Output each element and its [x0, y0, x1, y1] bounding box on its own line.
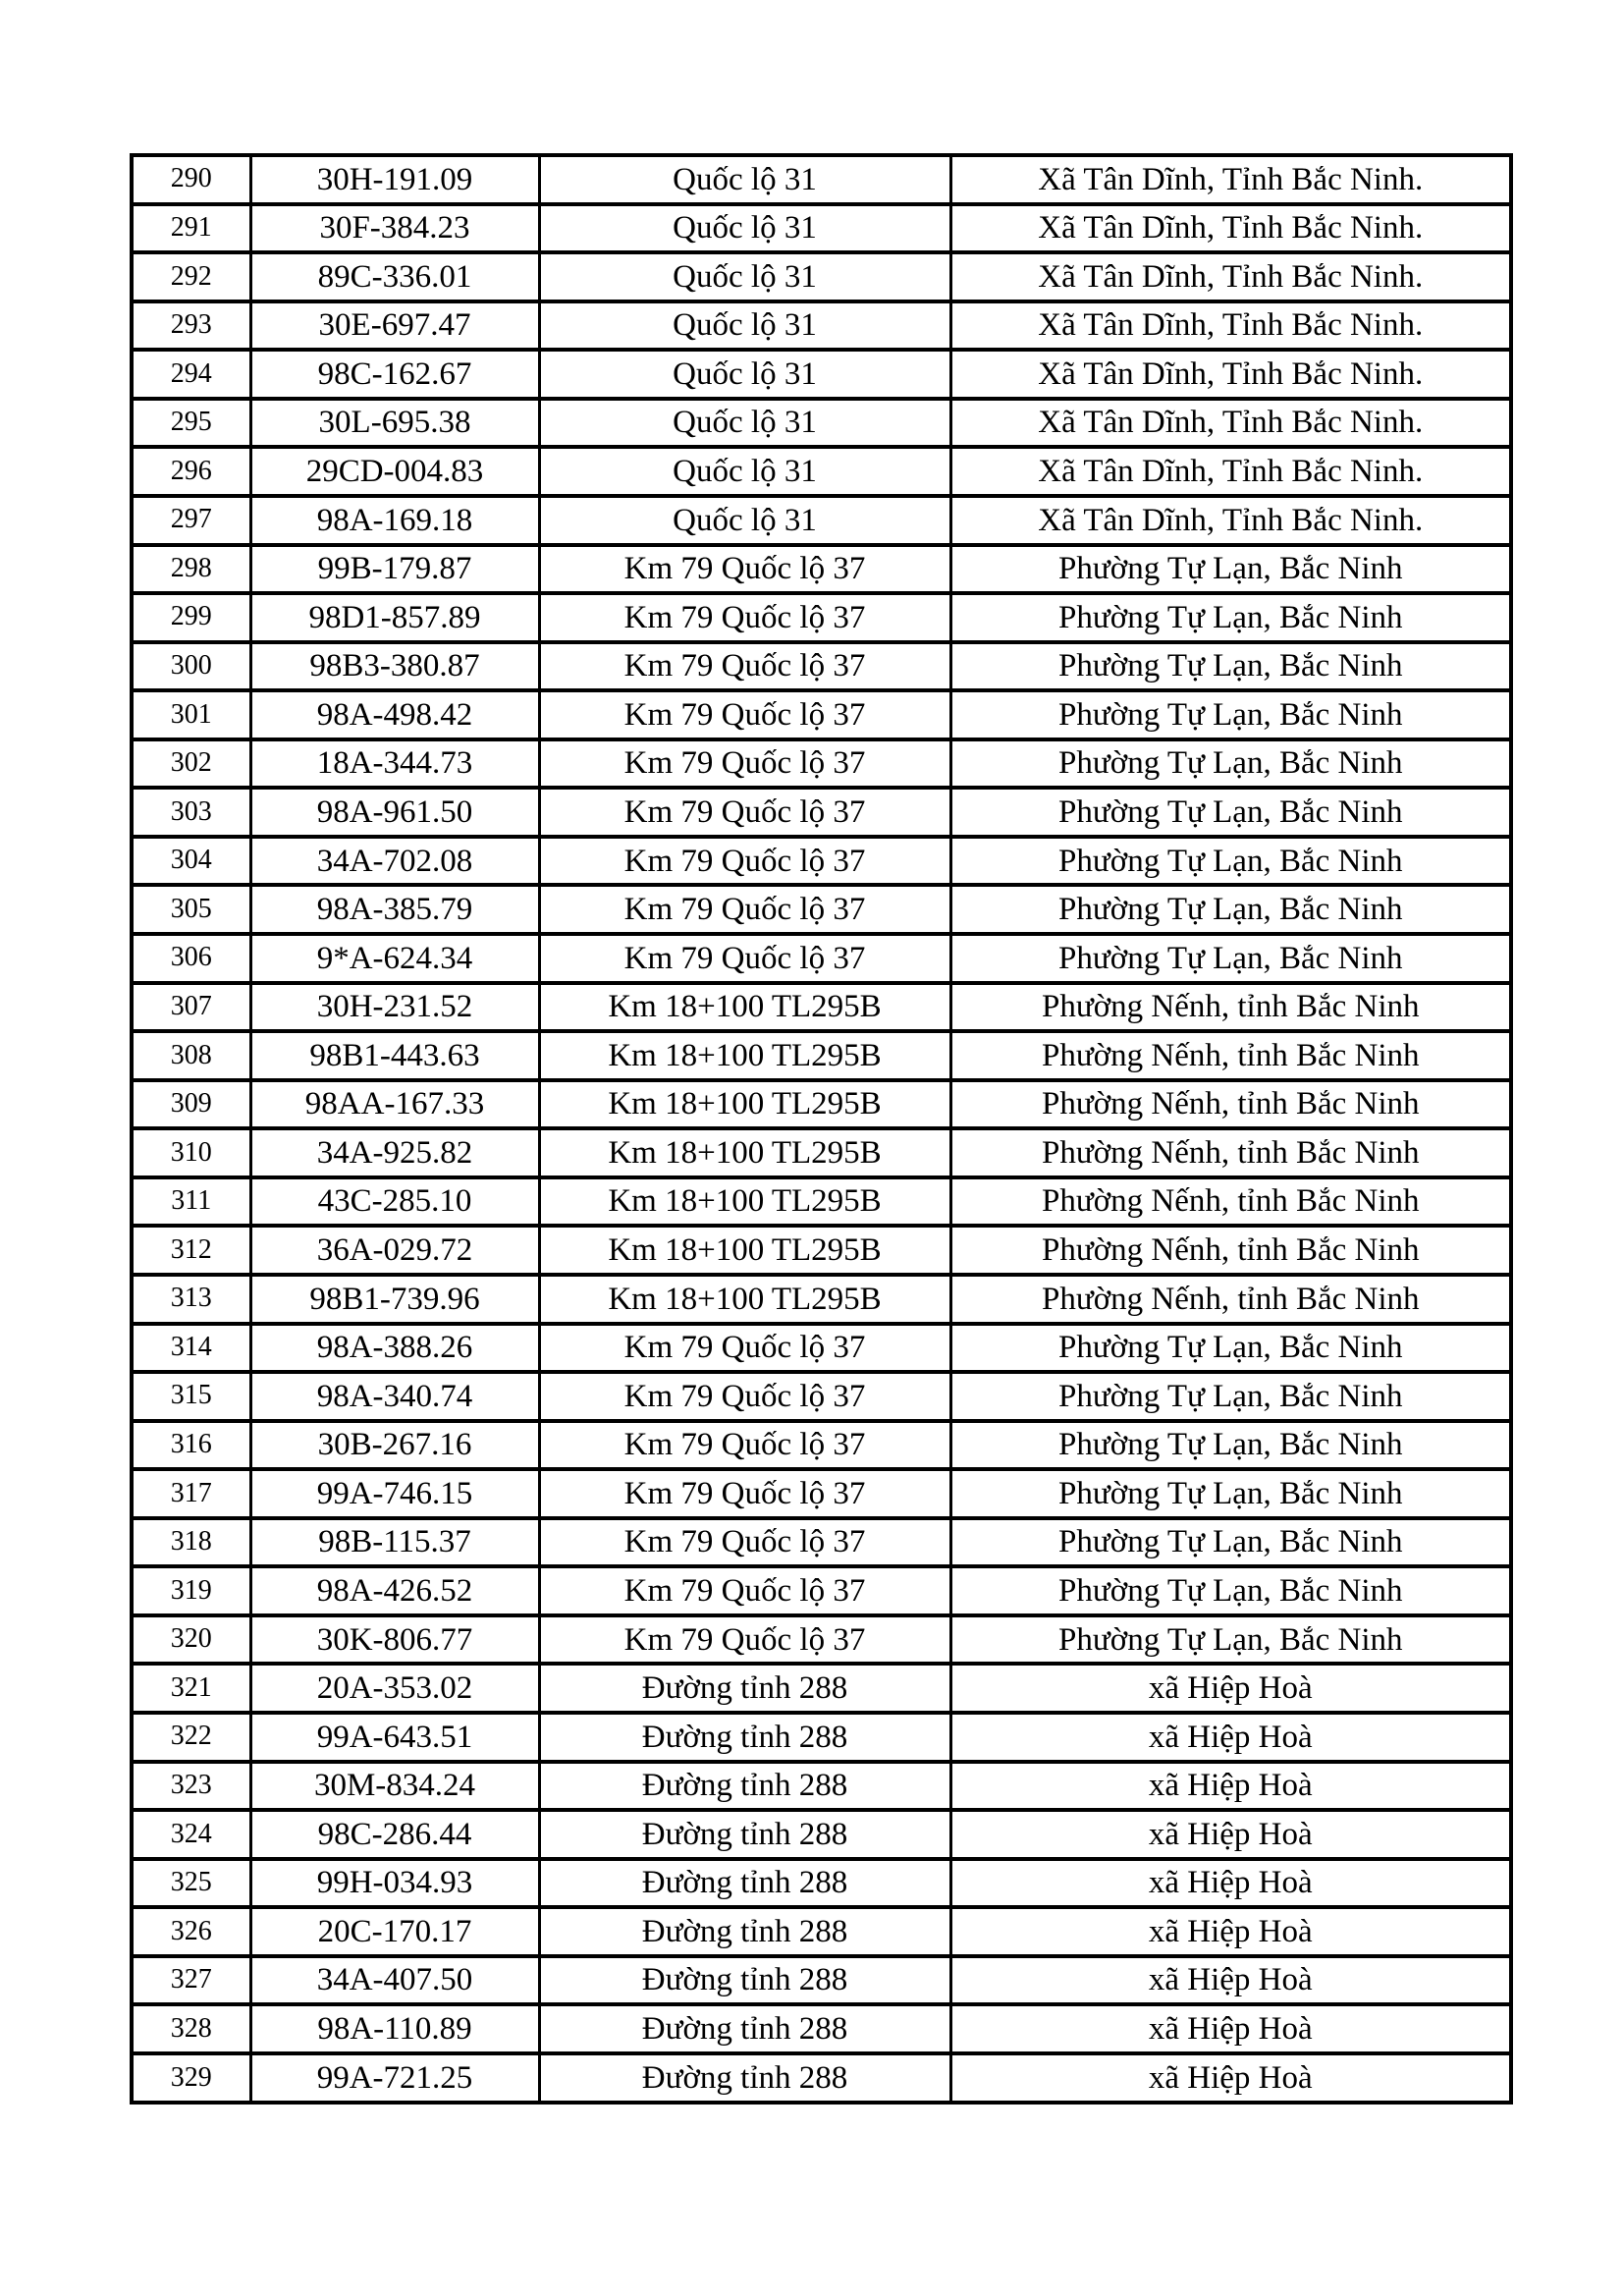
license-plate-cell: 99A-643.51	[250, 1713, 539, 1762]
row-number-cell: 318	[132, 1518, 250, 1567]
table-row	[132, 593, 1511, 642]
license-plate-cell: 98B1-739.96	[250, 1275, 539, 1324]
row-number-cell: 290	[132, 155, 250, 204]
license-plate-cell: 36A-029.72	[250, 1226, 539, 1275]
row-number-cell: 294	[132, 350, 250, 399]
road-location-cell: Quốc lộ 31	[539, 155, 950, 204]
locality-cell: Xã Tân Dĩnh, Tỉnh Bắc Ninh.	[950, 447, 1511, 496]
road-location-cell: Đường tỉnh 288	[539, 1664, 950, 1713]
row-number-cell: 298	[132, 545, 250, 594]
table-row	[132, 252, 1511, 301]
row-number-cell: 296	[132, 447, 250, 496]
vehicle-plate-table	[130, 153, 1513, 2105]
table-row	[132, 1566, 1511, 1615]
license-plate-cell: 89C-336.01	[250, 252, 539, 301]
locality-cell: Phường Nếnh, tỉnh Bắc Ninh	[950, 1080, 1511, 1129]
row-number-cell: 304	[132, 837, 250, 886]
row-number-cell: 292	[132, 252, 250, 301]
table-row	[132, 496, 1511, 545]
locality-cell: xã Hiệp Hoà	[950, 1713, 1511, 1762]
table-row	[132, 1518, 1511, 1567]
road-location-cell: Km 79 Quốc lộ 37	[539, 739, 950, 789]
locality-cell: Phường Nếnh, tỉnh Bắc Ninh	[950, 1275, 1511, 1324]
locality-cell: Phường Tự Lạn, Bắc Ninh	[950, 1469, 1511, 1518]
license-plate-cell: 98A-961.50	[250, 788, 539, 837]
table-row	[132, 983, 1511, 1032]
road-location-cell: Km 79 Quốc lộ 37	[539, 934, 950, 983]
row-number-cell: 291	[132, 204, 250, 253]
license-plate-cell: 30F-384.23	[250, 204, 539, 253]
road-location-cell: Km 79 Quốc lộ 37	[539, 1469, 950, 1518]
locality-cell: Phường Tự Lạn, Bắc Ninh	[950, 885, 1511, 934]
license-plate-cell: 98A-110.89	[250, 2004, 539, 2053]
road-location-cell: Đường tỉnh 288	[539, 1859, 950, 1908]
locality-cell: Phường Tự Lạn, Bắc Ninh	[950, 545, 1511, 594]
row-number-cell: 300	[132, 642, 250, 691]
row-number-cell: 311	[132, 1177, 250, 1227]
table-row	[132, 1324, 1511, 1373]
locality-cell: Phường Tự Lạn, Bắc Ninh	[950, 934, 1511, 983]
row-number-cell: 323	[132, 1762, 250, 1811]
locality-cell: Phường Tự Lạn, Bắc Ninh	[950, 593, 1511, 642]
license-plate-cell: 30H-231.52	[250, 983, 539, 1032]
road-location-cell: Quốc lộ 31	[539, 204, 950, 253]
table-row	[132, 2004, 1511, 2053]
row-number-cell: 316	[132, 1421, 250, 1470]
license-plate-cell: 98A-340.74	[250, 1372, 539, 1421]
row-number-cell: 327	[132, 1956, 250, 2005]
license-plate-cell: 98A-169.18	[250, 496, 539, 545]
road-location-cell: Km 18+100 TL295B	[539, 1031, 950, 1080]
road-location-cell: Km 79 Quốc lộ 37	[539, 593, 950, 642]
license-plate-cell: 98A-385.79	[250, 885, 539, 934]
locality-cell: Phường Tự Lạn, Bắc Ninh	[950, 1372, 1511, 1421]
locality-cell: Phường Tự Lạn, Bắc Ninh	[950, 1566, 1511, 1615]
license-plate-cell: 99A-746.15	[250, 1469, 539, 1518]
row-number-cell: 321	[132, 1664, 250, 1713]
license-plate-cell: 9*A-624.34	[250, 934, 539, 983]
license-plate-cell: 99A-721.25	[250, 2053, 539, 2103]
locality-cell: Xã Tân Dĩnh, Tỉnh Bắc Ninh.	[950, 155, 1511, 204]
road-location-cell: Quốc lộ 31	[539, 350, 950, 399]
row-number-cell: 312	[132, 1226, 250, 1275]
row-number-cell: 317	[132, 1469, 250, 1518]
locality-cell: Xã Tân Dĩnh, Tỉnh Bắc Ninh.	[950, 204, 1511, 253]
row-number-cell: 313	[132, 1275, 250, 1324]
license-plate-cell: 34A-925.82	[250, 1128, 539, 1177]
row-number-cell: 315	[132, 1372, 250, 1421]
license-plate-cell: 30H-191.09	[250, 155, 539, 204]
table-row	[132, 788, 1511, 837]
row-number-cell: 297	[132, 496, 250, 545]
road-location-cell: Km 79 Quốc lộ 37	[539, 642, 950, 691]
table-row	[132, 642, 1511, 691]
road-location-cell: Đường tỉnh 288	[539, 1810, 950, 1859]
locality-cell: Phường Nếnh, tỉnh Bắc Ninh	[950, 1177, 1511, 1227]
row-number-cell: 309	[132, 1080, 250, 1129]
road-location-cell: Km 79 Quốc lộ 37	[539, 1518, 950, 1567]
road-location-cell: Đường tỉnh 288	[539, 2053, 950, 2103]
table-row	[132, 690, 1511, 739]
road-location-cell: Km 79 Quốc lộ 37	[539, 690, 950, 739]
license-plate-cell: 98C-286.44	[250, 1810, 539, 1859]
table-row	[132, 1615, 1511, 1665]
road-location-cell: Km 18+100 TL295B	[539, 1275, 950, 1324]
table-row	[132, 155, 1511, 204]
row-number-cell: 301	[132, 690, 250, 739]
locality-cell: xã Hiệp Hoà	[950, 2004, 1511, 2053]
locality-cell: xã Hiệp Hoà	[950, 2053, 1511, 2103]
table-row	[132, 2053, 1511, 2103]
road-location-cell: Đường tỉnh 288	[539, 1713, 950, 1762]
table-row	[132, 739, 1511, 789]
road-location-cell: Km 79 Quốc lộ 37	[539, 1615, 950, 1665]
table-row	[132, 1664, 1511, 1713]
table-row	[132, 1372, 1511, 1421]
locality-cell: Phường Nếnh, tỉnh Bắc Ninh	[950, 1031, 1511, 1080]
locality-cell: Phường Tự Lạn, Bắc Ninh	[950, 1518, 1511, 1567]
license-plate-cell: 98B1-443.63	[250, 1031, 539, 1080]
row-number-cell: 308	[132, 1031, 250, 1080]
license-plate-cell: 99H-034.93	[250, 1859, 539, 1908]
locality-cell: Xã Tân Dĩnh, Tỉnh Bắc Ninh.	[950, 496, 1511, 545]
locality-cell: xã Hiệp Hoà	[950, 1859, 1511, 1908]
license-plate-cell: 98B-115.37	[250, 1518, 539, 1567]
table-row	[132, 1907, 1511, 1956]
locality-cell: Xã Tân Dĩnh, Tỉnh Bắc Ninh.	[950, 301, 1511, 351]
license-plate-cell: 29CD-004.83	[250, 447, 539, 496]
license-plate-cell: 30B-267.16	[250, 1421, 539, 1470]
road-location-cell: Km 79 Quốc lộ 37	[539, 1324, 950, 1373]
license-plate-cell: 43C-285.10	[250, 1177, 539, 1227]
locality-cell: xã Hiệp Hoà	[950, 1810, 1511, 1859]
locality-cell: Xã Tân Dĩnh, Tỉnh Bắc Ninh.	[950, 399, 1511, 448]
locality-cell: Phường Tự Lạn, Bắc Ninh	[950, 1421, 1511, 1470]
license-plate-cell: 18A-344.73	[250, 739, 539, 789]
license-plate-cell: 99B-179.87	[250, 545, 539, 594]
locality-cell: xã Hiệp Hoà	[950, 1956, 1511, 2005]
table-row	[132, 1810, 1511, 1859]
road-location-cell: Km 18+100 TL295B	[539, 1177, 950, 1227]
table-row	[132, 1762, 1511, 1811]
table-row	[132, 1128, 1511, 1177]
table-row	[132, 447, 1511, 496]
table-row	[132, 1956, 1511, 2005]
table-row	[132, 1080, 1511, 1129]
road-location-cell: Km 79 Quốc lộ 37	[539, 1566, 950, 1615]
row-number-cell: 328	[132, 2004, 250, 2053]
license-plate-cell: 20A-353.02	[250, 1664, 539, 1713]
road-location-cell: Quốc lộ 31	[539, 301, 950, 351]
road-location-cell: Km 18+100 TL295B	[539, 1226, 950, 1275]
locality-cell: xã Hiệp Hoà	[950, 1664, 1511, 1713]
table-row	[132, 885, 1511, 934]
license-plate-cell: 98A-498.42	[250, 690, 539, 739]
locality-cell: Phường Tự Lạn, Bắc Ninh	[950, 690, 1511, 739]
road-location-cell: Quốc lộ 31	[539, 399, 950, 448]
road-location-cell: Km 79 Quốc lộ 37	[539, 885, 950, 934]
locality-cell: Phường Tự Lạn, Bắc Ninh	[950, 739, 1511, 789]
license-plate-cell: 30E-697.47	[250, 301, 539, 351]
table-row	[132, 399, 1511, 448]
license-plate-cell: 98A-388.26	[250, 1324, 539, 1373]
row-number-cell: 293	[132, 301, 250, 351]
table-row	[132, 1469, 1511, 1518]
row-number-cell: 320	[132, 1615, 250, 1665]
row-number-cell: 302	[132, 739, 250, 789]
locality-cell: Xã Tân Dĩnh, Tỉnh Bắc Ninh.	[950, 252, 1511, 301]
road-location-cell: Km 18+100 TL295B	[539, 983, 950, 1032]
row-number-cell: 325	[132, 1859, 250, 1908]
license-plate-cell: 30K-806.77	[250, 1615, 539, 1665]
table-row	[132, 350, 1511, 399]
license-plate-cell: 98B3-380.87	[250, 642, 539, 691]
row-number-cell: 314	[132, 1324, 250, 1373]
road-location-cell: Đường tỉnh 288	[539, 2004, 950, 2053]
road-location-cell: Quốc lộ 31	[539, 252, 950, 301]
row-number-cell: 307	[132, 983, 250, 1032]
table-row	[132, 301, 1511, 351]
row-number-cell: 329	[132, 2053, 250, 2103]
road-location-cell: Km 79 Quốc lộ 37	[539, 1421, 950, 1470]
locality-cell: Xã Tân Dĩnh, Tỉnh Bắc Ninh.	[950, 350, 1511, 399]
table-row	[132, 1226, 1511, 1275]
table-row	[132, 837, 1511, 886]
road-location-cell: Km 79 Quốc lộ 37	[539, 788, 950, 837]
row-number-cell: 303	[132, 788, 250, 837]
row-number-cell: 324	[132, 1810, 250, 1859]
row-number-cell: 305	[132, 885, 250, 934]
locality-cell: Phường Tự Lạn, Bắc Ninh	[950, 837, 1511, 886]
locality-cell: Phường Nếnh, tỉnh Bắc Ninh	[950, 1128, 1511, 1177]
table-row	[132, 545, 1511, 594]
row-number-cell: 306	[132, 934, 250, 983]
road-location-cell: Km 79 Quốc lộ 37	[539, 545, 950, 594]
license-plate-cell: 98AA-167.33	[250, 1080, 539, 1129]
license-plate-cell: 34A-407.50	[250, 1956, 539, 2005]
row-number-cell: 299	[132, 593, 250, 642]
road-location-cell: Quốc lộ 31	[539, 447, 950, 496]
table-row	[132, 1859, 1511, 1908]
row-number-cell: 322	[132, 1713, 250, 1762]
road-location-cell: Km 79 Quốc lộ 37	[539, 837, 950, 886]
license-plate-cell: 98D1-857.89	[250, 593, 539, 642]
road-location-cell: Đường tỉnh 288	[539, 1907, 950, 1956]
locality-cell: Phường Nếnh, tỉnh Bắc Ninh	[950, 1226, 1511, 1275]
road-location-cell: Quốc lộ 31	[539, 496, 950, 545]
row-number-cell: 310	[132, 1128, 250, 1177]
locality-cell: Phường Tự Lạn, Bắc Ninh	[950, 788, 1511, 837]
row-number-cell: 319	[132, 1566, 250, 1615]
license-plate-cell: 30M-834.24	[250, 1762, 539, 1811]
road-location-cell: Km 18+100 TL295B	[539, 1128, 950, 1177]
table-row	[132, 204, 1511, 253]
road-location-cell: Km 18+100 TL295B	[539, 1080, 950, 1129]
license-plate-cell: 34A-702.08	[250, 837, 539, 886]
locality-cell: xã Hiệp Hoà	[950, 1762, 1511, 1811]
row-number-cell: 326	[132, 1907, 250, 1956]
locality-cell: Phường Tự Lạn, Bắc Ninh	[950, 642, 1511, 691]
license-plate-cell: 98A-426.52	[250, 1566, 539, 1615]
locality-cell: Phường Nếnh, tỉnh Bắc Ninh	[950, 983, 1511, 1032]
table-row	[132, 1421, 1511, 1470]
table-row	[132, 934, 1511, 983]
road-location-cell: Đường tỉnh 288	[539, 1762, 950, 1811]
license-plate-cell: 30L-695.38	[250, 399, 539, 448]
locality-cell: xã Hiệp Hoà	[950, 1907, 1511, 1956]
table-row	[132, 1177, 1511, 1227]
table-row	[132, 1275, 1511, 1324]
table-row	[132, 1031, 1511, 1080]
row-number-cell: 295	[132, 399, 250, 448]
license-plate-cell: 98C-162.67	[250, 350, 539, 399]
plate-table-body	[132, 155, 1511, 2103]
table-row	[132, 1713, 1511, 1762]
road-location-cell: Đường tỉnh 288	[539, 1956, 950, 2005]
road-location-cell: Km 79 Quốc lộ 37	[539, 1372, 950, 1421]
license-plate-cell: 20C-170.17	[250, 1907, 539, 1956]
locality-cell: Phường Tự Lạn, Bắc Ninh	[950, 1324, 1511, 1373]
locality-cell: Phường Tự Lạn, Bắc Ninh	[950, 1615, 1511, 1665]
